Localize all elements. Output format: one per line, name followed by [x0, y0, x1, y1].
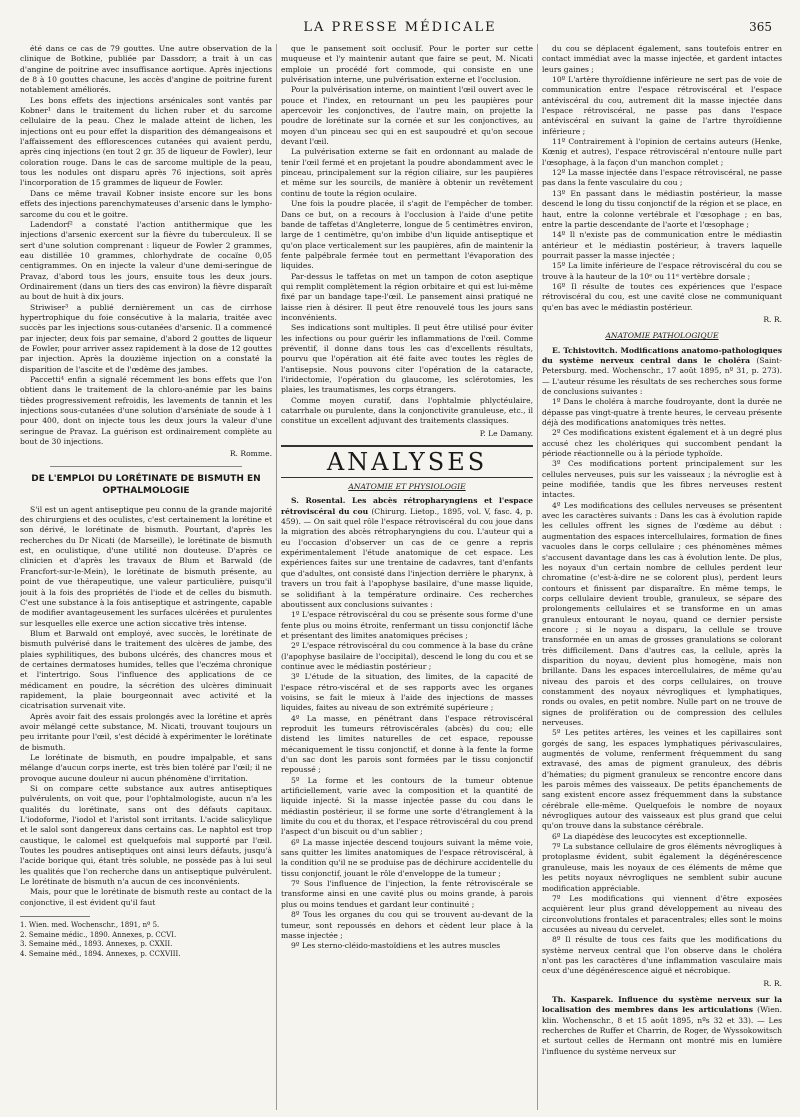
list-item: 6º La diapédèse des leucocytes est exceptionnelle.: [552, 831, 748, 841]
list-item: 16º Il résulte de toutes ces expériences que l'espace rétroviscéral du cou, est une cavité close ne communiquant qu'en bas avec le médiastin postérieur.: [542, 281, 782, 312]
list-item: 7º Sous l'influence de l'injection, la fente rétroviscérale se transforme ainsi en une cavité plus ou moins grande, à parois plus ou moins tendues et gardant leur continuité ;: [281, 879, 533, 909]
list-item: 1º L'espace rétroviscéral du cou se présente sous forme d'une fente plus ou moins étroite, renfermant un tissu conjonctif lâche et présentant des limites anatomiques précises ;: [281, 610, 533, 640]
author-signature: R. R.: [763, 978, 782, 988]
list-item: 2º Ces modifications existent également et à un degré plus accusé chez les cholériques qui succombent pendant la période réactionnelle ou à la période typhoïde.: [542, 428, 782, 459]
paragraph: La pulvérisation externe se fait en ordonnant au malade de tenir l'œil fermé et en projetant la poudre abondamment avec le pinceau, principalement sur la région ciliaire, sur les paupières et même sur les sourcils, de manière à obtenir un revêtement continu de toute la région oculaire.: [281, 147, 533, 198]
list-item: 7º Les modifications qui viennent d'être exposées acquièrent leur plus grand développement au niveau des circonvolutions frontales et paracentrales; elles sont le moins accusées au niveau du cervelet.: [542, 893, 782, 934]
footnote: 3. Semaine méd., 1893. Annexes, p. CXXII.: [20, 940, 173, 949]
list-item: 9º Les sterno-cléido-mastoïdiens et les autres muscles: [291, 941, 501, 951]
paragraph: Blum et Barwald ont employé, avec succès, le lorétinate de bismuth pulvérisé dans le traitement des ulcères de jambe, des plaies syphilitiques, des bubons ulcérés, des chancres mous et de certaines dermatoses humides, telles que l'eczéma chronique et l'intertrigo. Sous l'influence des applications de ce médicament en poudre, la sécrétion des ulcères diminuait rapidement, la plaie bourgeonnait avec activité et la cicatrisation survenait vite.: [20, 628, 272, 711]
paragraph: Une fois la poudre placée, il s'agit de l'empêcher de tomber. Dans ce but, on a recours à l'occlusion à l'aide d'une petite bande de taffetas d'Angleterre, longue de 5 centimètres environ, large de 1 centimètre, qu'on imbibe d'un liquide antiseptique et qu'on place verticalement sur les paupières, afin de maintenir la fente palpébrale fermée tout en permettant l'évaporation des liquides.: [281, 199, 533, 271]
list-item: 4º La masse, en pénétrant dans l'espace rétroviscéral reproduit les tumeurs rétroviscérales (abcès) du cou; elle distend les limites naturelles de cet espace, repousse mécaniquement le tissu conjonctif, et donne à la fente la forme d'un sac dont les parois sont formées par le tissu conjonctif repoussé ;: [281, 713, 533, 775]
footnote-rule: [20, 916, 90, 917]
paragraph: Si on compare cette substance aux autres antiseptiques pulvérulents, on voit que, pour l'ophtalmologiste, aucun n'a les qualités du lorétinate, sans ont des défauts capitaux. L'iodoforme, l'iodol et l'aristol sont irritants. L'acide salicylique et le salol sont dangereux dans certains cas. Le naphtol est trop caustique, le calomel est quelquefois mal supporté par l'œil. Toutes les poudres antiseptiques ont ainsi leurs défauts, jusqu'à l'acide borique qui, étant très soluble, ne possède pas à lui seul les qualités que l'on recherche dans un antiseptique pulvérulent. Le lorétinate de bismuth n'a aucun de ces inconvénients.: [20, 784, 272, 887]
list-item: 8º Il résulte de tous ces faits que les modifications du système nerveux central que l'on observe dans le choléra n'ont pas les caractères d'une inflammation vasculaire mais ceux d'une dégénérescence aiguë et nécrobique.: [542, 935, 782, 976]
article-paragraph: [281, 496, 533, 610]
section-subtitle: ANATOMIE ET PHYSIOLOGIE: [348, 482, 466, 492]
paragraph: Ladendorf² a constaté l'action antithermique que les injections d'arsenic exercent sur la fièvre du tuberculeux. Il se sert d'une solution comprenant : liqueur de Fowler 2 grammes, eau distillée 10 grammes, chlorhydrate de cocaïne 0,05 centigrammes. On en injecte la valeur d'une demi-seringue de Pravaz, d'abord tous les jours, ensuite tous les deux jours. Ordinairement (dans un tiers des cas environ) la fièvre disparaît au bout de huit à dix jours.: [20, 219, 272, 302]
author-signature: P. Le Damany.: [479, 428, 533, 438]
list-item: 4º Les modifications des cellules nerveuses se présentent avec les caractères suivants : Dans les cas à évolution rapide les cellules offrent les signes de l'œdème au début : augmentation des espaces intercellulaires, formation de fines vacuoles dans le corps cellulaire ; ces phénomènes mêmes s'accusent davantage dans les cas à évolution lente. De plus, les noyaux d'un certain nombre de cellules perdent leur chromatine (c'est-à-dire ne se colorent plus), perdent leurs contours et finissent par disparaître. En même temps, le corps cellulaire devient trouble, granuleux, se sépare des prolongements cellulaires et se transforme en un amas granuleux entourant le noyau, quand ce dernier persiste encore ; si le noyau a disparu, la cellule se trouve transformée en un amas de grosses granulations se colorant très difficilement. Dans d'autres cas, la cellule, après la disparition du noyau, devient plus homogène, mais non brillante. Dans les espaces intercellulaires, de même qu'au niveau des parois et des corps cellulaires, on trouve constamment des noyaux névrogliques et lymphatiques, ronds ou ovales, en petit nombre. Nulle part on ne trouve de signes de prolifération ou de compression des cellules nerveuses.: [542, 500, 782, 727]
paragraph: Le lorétinate de bismuth, en poudre impalpable, et sans mélange d'aucun corps inerte, est très bien toléré par l'œil; il ne provoque aucune douleur ni aucun phénomène d'irritation.: [20, 753, 272, 783]
paragraph: S'il est un agent antiseptique peu connu de la grande majorité des chirurgiens et des oculistes, c'est certainement la lorétine et son dérivé, le lorétinate de bismuth. Pourtant, d'après les recherches du Dr Nicati (de Marseille), le lorétinate de bismuth est, en oculistique, d'une utilité non douteuse. D'après ce clinicien et d'après les travaux de Blum et Barwald (de Francfort-sur-le-Mein), le lorétinate de bismuth présente, au point de vue thérapeutique, une valeur particulière, puisqu'il jouit à la fois des propriétés de l'iode et de celles du bismuth. C'est une substance à la fois antiseptique et astringente, capable de modifier avantageusement les surfaces ulcérées et purulentes sur lesquelles elle exerce une action siccative très intense.: [20, 504, 272, 628]
article-text: (Saint-Petersburg. med. Wochenschr., 17 août 1895, nº 31, p. 273). — L'auteur résume les résultats de ses recherches sous forme de conclusions suivantes :: [542, 355, 782, 396]
paragraph: Dans ce même travail Kobner insiste encore sur les bons effets des injections parenchymateuses d'arsenic dans le lympho-sarcome du cou et le goitre.: [20, 188, 272, 219]
article-heading: S. Rosental. Les abcès rétropharyngiens et l'espace rétroviscéral du cou: [281, 496, 533, 516]
column-rule: [276, 44, 277, 1110]
article-paragraph: [542, 995, 782, 1057]
author-signature: R. R.: [763, 314, 782, 324]
paragraph: Pour la pulvérisation interne, on maintient l'œil ouvert avec le pouce et l'index, en retournant un peu les paupières pour apercevoir les conjonctives, de l'autre main, on projette la poudre de lorétinate sur la cornée et sur les conjonctives, au moyen d'un pinceau sec qui en est saupoudré et qu'on secoue devant l'œil.: [281, 85, 533, 147]
column-left: [20, 44, 272, 1110]
paragraph: Comme moyen curatif, dans l'ophtalmie phlyctéulaire, catarrhale ou purulente, dans la conjonctivite granuleuse, etc., il constitue un excellent adjuvant des traitements classiques.: [281, 395, 533, 426]
paragraph: été dans ce cas de 79 gouttes. Une autre observation de la clinique de Botkine, publiée par Dassdorr, a trait à un cas d'angine de poitrine avec insuffisance aortique. Après injections de 8 à 10 gouttes chacune, les accès d'angine de poitrine furent notablement améliorés.: [20, 44, 272, 95]
list-item: 12º La masse injectée dans l'espace rétroviscéral, ne passe pas dans la fente vasculaire du cou ;: [542, 168, 782, 188]
column-rule: [537, 44, 538, 1110]
list-item: 2º L'espace rétroviscéral du cou commence à la base du crâne (l'apophyse basilaire de l'occipital), descend le long du cou et se continue avec le médiastin postérieur ;: [281, 641, 533, 671]
list-item: 14º Il n'existe pas de communication entre le médiastin antérieur et le médiastin postérieur, à travers laquelle pourrait passer la masse injectée ;: [542, 230, 782, 260]
article-text: (Wien. klin. Wochenschr., 8 et 15 août 1895, nºs 32 et 33). — Les recherches de Ruffer et Charrin, de Roger, de Wyssokowitsch et surtout celles de Hermann ont montré mis en lumière l'influence du système nerveux sur: [542, 1005, 782, 1056]
section-subtitle: ANATOMIE PATHOLOGIQUE: [605, 331, 719, 341]
paragraph: Par-dessus le taffetas on met un tampon de coton aseptique qui remplit complètement la région orbitaire et qui est lui-même fixé par un bandage tape-l'œil. Le pansement ainsi pratiqué ne laisse rien à désirer. Il peut être renouvelé tous les jours sans inconvénients.: [281, 271, 533, 322]
list-item: 10º L'artère thyroïdienne inférieure ne sert pas de voie de communication entre l'espace rétroviscéral et l'espace antéviscéral du cou, autrement dit la masse injectée dans l'espace rétroviscéral, ne passe pas dans l'espace antéviscéral en suivant la gaine de l'artre thyroïdienne inférieure ;: [542, 75, 782, 136]
list-item: 3º L'étude de la situation, des limites, de la capacité de l'espace rétro-viscéral et de ses rapports avec les organes voisins, se fait le mieux à l'aide des injections de masses liquides, faites au niveau de son extrémité supérieure ;: [281, 672, 533, 713]
article-paragraph: [542, 346, 782, 398]
paragraph: que le pansement soit occlusif. Pour le porter sur cette muqueuse et l'y maintenir autant que faire se peut, M. Nicati emploie un procédé fort commode, qui consiste en une pulvérisation interne, une pulvérisation externe et l'occlusion.: [281, 44, 533, 85]
list-item: 6º La masse injectée descend toujours suivant la même voie, sans quitter les limites anatomiques de l'espace rétroviscéral, à la condition qu'il ne se produise pas de déchirure accidentelle du tissu conjonctif, jouant le rôle d'enveloppe de la tumeur ;: [281, 837, 533, 878]
separator: [50, 466, 242, 467]
list-item: 5º Les petites artères, les veines et les capillaires sont gorgés de sang, les espaces lymphatiques périvasculaires, augmentés de volume, renferment fréquemment du sang extravasé, des amas de pigment granuleux, des débris d'hématies; du pigment granuleux se rencontre encore dans les parois mêmes des vaisseaux. De petits épanchements de sang existent encore assez fréquemment dans la substance cérébrale elle-même. Quelquefois le nombre de noyaux névrogliques autour des vaisseaux est plus grand que celui qu'on trouve dans la substance cérébrale.: [542, 728, 782, 831]
footnotes: [20, 921, 272, 959]
paragraph: Mais, pour que le lorétinate de bismuth reste au contact de la conjonctive, il est évident qu'il faut: [20, 887, 272, 907]
section-title: ANALYSES: [281, 445, 533, 478]
article-text: (Chirurg. Lietop., 1895, vol. V, fasc. 4, p. 459). — On sait quel rôle l'espace rétroviscéral du cou joue dans la migration des abcès rétropharyngiens du cou. L'auteur qui a eu l'occasion d'observer un cas de ce genre a repris expérimentalement l'étude anatomique de cet espace. Les expériences faites sur une trentaine de cadavres, tant d'enfants que d'adultes, ont consisté dans l'injection derrière le pharynx, à travers un trou fait à l'apophyse basilaire, d'une masse liquide, se solidifiant à la température ordinaire. Ces recherches aboutissent aux conclusions suivantes :: [281, 506, 533, 609]
footnote: 2. Semaine médic., 1890. Annexes, p. CCVI.: [20, 930, 177, 939]
paragraph: Les bons effets des injections arsénicales sont vantés par Kobner¹ dans le traitement du lichen ruber et du sarcome cellulaire de la peau. Chez le malade atteint de lichen, les injections ont eu pour effet la disparition des démangeaisons et l'affaissement des efflorescences cutanées qui avaient perdu, après cinq injections (en tout 2 gr. 35 de liqueur de Fowler), leur coloration rouge. Dans le cas de sarcome multiple de la peau, tous les nodules ont disparu après 76 injections, soit après l'incorporation de 15 grammes de liqueur de Fowler.: [20, 95, 272, 188]
footnote: 4. Semaine méd., 1894. Annexes, p. CCXVIII.: [20, 949, 181, 958]
page-number: 365: [749, 20, 772, 34]
paragraph: Striwiser³ a publié dernièrement un cas de cirrhose hypertrophique du foie consécutive à la malaria, traitée avec succès par les injections sous-cutanées d'arsenic. Il a commencé par injecter, deux fois par semaine, d'abord 2 gouttes de liqueur de Fowler, pour arriver assez rapidement à la dose de 12 gouttes par injection. Après la douzième injection on a constaté la disparition de l'ascite et de l'œdème des jambes.: [20, 302, 272, 374]
list-item: 8º Tous les organes du cou qui se trouvent au-devant de la tumeur, sont repoussés en dehors et cèdent leur place à la masse injectée ;: [281, 910, 533, 940]
list-item: 13º En passant dans le médiastin postérieur, la masse descend le long du tissu conjonctif de la région et se place, en haut, entre la colonne vertébrale et l'œsophage ; en bas, entre la partie descendante de l'aorte et l'œsophage ;: [542, 188, 782, 229]
list-item: 1º Dans le choléra à marche foudroyante, dont la durée ne dépasse pas vingt-quatre à trente heures, le cerveau présente déjà des modifications anatomiques très nettes.: [542, 397, 782, 428]
article-title: DE L'EMPLOI DU LORÉTINATE DE BISMUTH EN OPTHALMOLOGIE: [31, 473, 261, 496]
footnote: 1. Wien. med. Wochenschr., 1891, nº 5.: [20, 921, 160, 930]
paragraph: du cou se déplacent également, sans toutefois entrer en contact immédiat avec la masse injectée, et gardent intactes leurs gaines ;: [542, 44, 782, 74]
column-middle: [281, 44, 533, 1110]
paragraph: Paccetti⁴ enfin a signalé récemment les bons effets que l'on obtient dans le traitement de la chloro-anémie par les bains tièdes progressivement refroidis, les lavements de tannin et les injections sous-cutanées d'une solution d'arséniate de soude à 1 pour 400, dont on injecte tous les deux jours la valeur d'une seringue de Pravaz. La guérison est ordinairement complète au bout de 30 injections.: [20, 375, 272, 447]
running-head: [20, 20, 780, 38]
list-item: 7º La substance cellulaire de gros éléments névrogliques à protoplasme évident, subit également la dégénérescence granuleuse, mais les noyaux de ces éléments de même que les petits noyaux névrogliques ne semblent subir aucune modification appréciable.: [542, 842, 782, 893]
author-signature: R. Romme.: [229, 449, 272, 459]
paragraph: Ses indications sont multiples. Il peut être utilisé pour éviter les infections ou pour guérir les inflammations de l'œil. Comme préventif, il donne dans tous les cas d'excellents résultats, pourvu que l'opération ait été faite avec toutes les règles de l'antisepsie. Nous pouvons citer l'opération de la cataracte, l'iridectomie, l'opération du glaucome, les sclérotomies, les plaies, les traumatismes, les corps étrangers.: [281, 323, 533, 395]
column-right: [542, 44, 782, 1110]
paragraph: Après avoir fait des essais prolongés avec la lorétine et après avoir mélangé cette substance, M. Nicati, trouvant toujours un peu irritante pour l'œil, s'est décidé à expérimenter le lorétinate de bismuth.: [20, 711, 272, 752]
journal-title: LA PRESSE MÉDICALE: [303, 20, 497, 35]
list-item: 15º La limite inférieure de l'espace rétroviscéral du cou se trouve à la hauteur de la 10ᵉ ou 11ᵉ vertèbre dorsale ;: [542, 261, 782, 281]
list-item: 3º Ces modifications portent principalement sur les cellules nerveuses, puis sur les vaisseaux ; la névroglie est à peine modifiée, tandis que les fibres nerveuses restent intactes.: [542, 459, 782, 500]
article-heading: Th. Kasparek. Influence du système nerveux sur la localisation des membres dans les articulations: [542, 994, 782, 1015]
list-item: 5º La forme et les contours de la tumeur obtenue artificiellement, varie avec la composition et la quantité de liquide injecté. Si la masse injectée passe du cou dans le médiastin postérieur, il se forme une sorte d'étranglement à la limite du cou et du thorax, et l'espace rétroviscéral du cou prend l'aspect d'un biscuit ou d'un sablier ;: [281, 775, 533, 837]
article-heading: E. Tchistovitch. Modifications anatomo-pathologiques du système nerveux central dans le choléra: [542, 345, 782, 365]
list-item: 11º Contrairement à l'opinion de certains auteurs (Henke, Kœnig et autres), l'espace rétroviscéral n'entoure nulle part l'œsophage, à la façon d'un manchon complet ;: [542, 137, 782, 167]
